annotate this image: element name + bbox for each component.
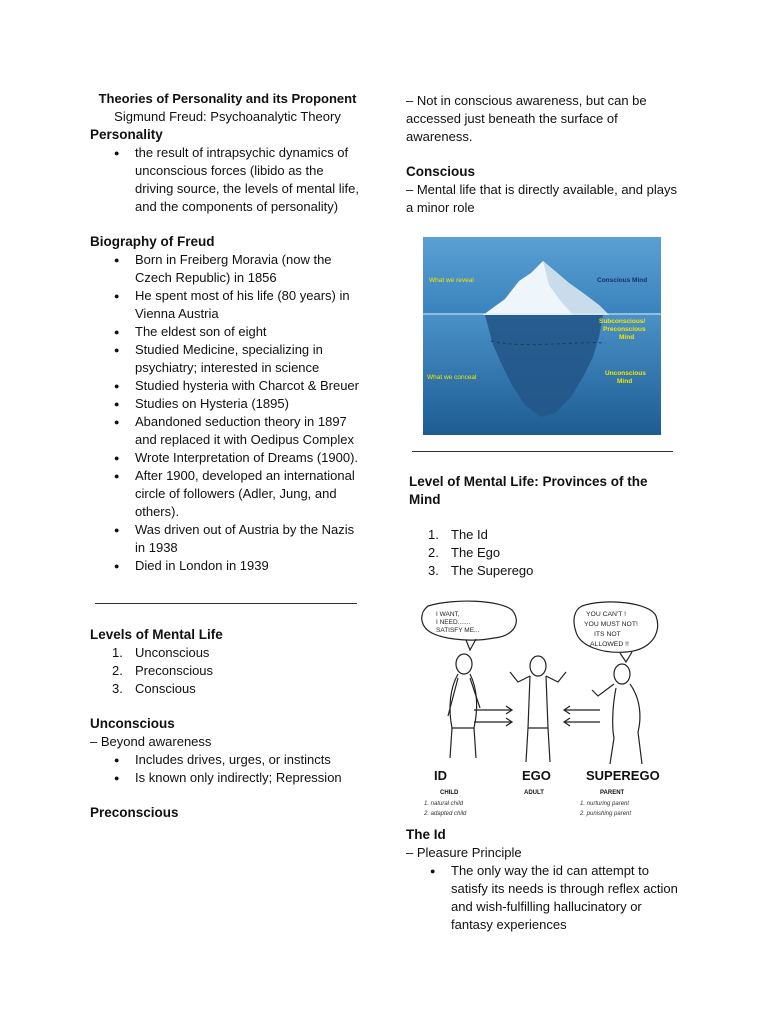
list-text: The Superego bbox=[451, 563, 534, 578]
conscious-description: – Mental life that is directly available, and plays a minor role bbox=[406, 182, 677, 215]
superego-bubble-line-1: YOU CAN'T ! bbox=[586, 611, 627, 618]
child-type-1: 1. natural child bbox=[424, 801, 464, 807]
provinces-list bbox=[406, 526, 681, 580]
subconscious-label-2: Preconscious bbox=[603, 326, 646, 333]
adult-label: ADULT bbox=[524, 790, 544, 796]
superego-bubble-line-4: ALLOWED !! bbox=[590, 641, 629, 648]
ego-label: EGO bbox=[522, 768, 551, 783]
biography-list bbox=[90, 251, 365, 575]
unconscious-mind-label-2: Mind bbox=[617, 378, 633, 385]
list-item bbox=[406, 544, 681, 562]
list-item bbox=[90, 644, 365, 662]
levels-list bbox=[90, 644, 365, 698]
list-item: ● Studied hysteria with Charcot & Breuer bbox=[90, 377, 365, 395]
unconscious-list bbox=[90, 751, 365, 787]
list-number: 1. bbox=[428, 527, 439, 542]
what-we-conceal-label: What we conceal bbox=[427, 374, 477, 381]
unconscious-heading: Unconscious bbox=[90, 716, 175, 731]
id-ego-superego-cartoon bbox=[414, 598, 664, 824]
superego-label: SUPEREGO bbox=[586, 768, 660, 783]
list-text: Conscious bbox=[135, 681, 196, 696]
preconscious-description: – Not in conscious awareness, but can be accessed just beneath the surface of awareness. bbox=[406, 93, 647, 144]
list-item: ● Was driven out of Austria by the Nazis in 1938 bbox=[90, 521, 365, 557]
biography-heading: Biography of Freud bbox=[90, 234, 215, 249]
list-text: Preconscious bbox=[135, 663, 214, 678]
list-item: ● Studies on Hysteria (1895) bbox=[90, 395, 365, 413]
id-heading: The Id bbox=[406, 827, 446, 842]
levels-heading: Levels of Mental Life bbox=[90, 627, 223, 642]
parent-type-2: 2. punishing parent bbox=[580, 811, 632, 817]
id-bubble-line-1: I WANT, bbox=[436, 611, 460, 618]
list-item: ● The eldest son of eight bbox=[90, 323, 365, 341]
list-item: ● Died in London in 1939 bbox=[90, 557, 365, 575]
list-number: 3. bbox=[112, 681, 123, 696]
superego-bubble-line-2: YOU MUST NOT! bbox=[584, 621, 638, 628]
provinces-heading: Level of Mental Life: Provinces of the Mind bbox=[409, 474, 648, 507]
document-title: Theories of Personality and its Proponent bbox=[98, 91, 357, 106]
child-type-2: 2. adapted child bbox=[424, 811, 467, 817]
conscious-mind-label: Conscious Mind bbox=[597, 277, 648, 284]
id-bubble-line-3: SATISFY ME... bbox=[436, 627, 480, 634]
list-item: ● Wrote Interpretation of Dreams (1900). bbox=[90, 449, 365, 467]
subconscious-label-3: Mind bbox=[619, 334, 635, 341]
id-label: ID bbox=[434, 768, 447, 783]
list-text: Unconscious bbox=[135, 645, 210, 660]
list-item: ● He spent most of his life (80 years) in Vienna Austria bbox=[90, 287, 365, 323]
parent-label: PARENT bbox=[600, 790, 625, 796]
list-number: 1. bbox=[112, 645, 123, 660]
id-bubble-line-2: I NEED....... bbox=[436, 619, 471, 626]
list-item: ● Born in Freiberg Moravia (now the Czech Republic) in 1856 bbox=[90, 251, 365, 287]
personality-list bbox=[90, 144, 365, 216]
list-item: ● Studied Medicine, specializing in psychiatry; interested in science bbox=[90, 341, 365, 377]
preconscious-heading: Preconscious bbox=[90, 805, 179, 820]
list-item: ● After 1900, developed an international circle of followers (Adler, Jung, and others). bbox=[90, 467, 365, 521]
id-ego-superego-figure bbox=[414, 598, 664, 824]
what-we-reveal-label: What we reveal bbox=[429, 277, 474, 284]
id-list bbox=[406, 862, 681, 934]
list-item bbox=[406, 562, 681, 580]
document-subtitle: Sigmund Freud: Psychoanalytic Theory bbox=[114, 109, 341, 124]
unconscious-description: – Beyond awareness bbox=[90, 734, 212, 749]
list-number: 2. bbox=[112, 663, 123, 678]
list-item: ● Includes drives, urges, or instincts bbox=[90, 751, 365, 769]
list-number: 3. bbox=[428, 563, 439, 578]
subconscious-label-1: Subconscious/ bbox=[599, 318, 646, 325]
conscious-heading: Conscious bbox=[406, 164, 476, 179]
right-column bbox=[406, 92, 681, 934]
list-item: ● Is known only indirectly; Repression bbox=[90, 769, 365, 787]
list-number: 2. bbox=[428, 545, 439, 560]
personality-heading: Personality bbox=[90, 127, 163, 142]
unconscious-mind-label-1: Unconscious bbox=[605, 370, 646, 377]
superego-bubble-line-3: ITS NOT bbox=[594, 631, 621, 638]
child-label: CHILD bbox=[440, 790, 459, 796]
id-description: – Pleasure Principle bbox=[406, 845, 522, 860]
iceberg-image bbox=[423, 237, 661, 435]
list-item: ● the result of intrapsychic dynamics of unconscious forces (libido as the driving source, the levels of mental life, and the components of personality) bbox=[90, 144, 365, 216]
list-item bbox=[406, 526, 681, 544]
list-text: The Ego bbox=[451, 545, 501, 560]
list-text: The Id bbox=[451, 527, 488, 542]
list-item: ● The only way the id can attempt to satisfy its needs is through reflex action and wish-fulfilling hallucinatory or fantasy experiences bbox=[406, 862, 681, 934]
list-item bbox=[90, 662, 365, 680]
list-item bbox=[90, 680, 365, 698]
iceberg-figure bbox=[423, 237, 661, 435]
left-column bbox=[90, 90, 365, 822]
parent-type-1: 1. nurturing parent bbox=[580, 801, 630, 807]
list-item: ● Abandoned seduction theory in 1897 and replaced it with Oedipus Complex bbox=[90, 413, 365, 449]
